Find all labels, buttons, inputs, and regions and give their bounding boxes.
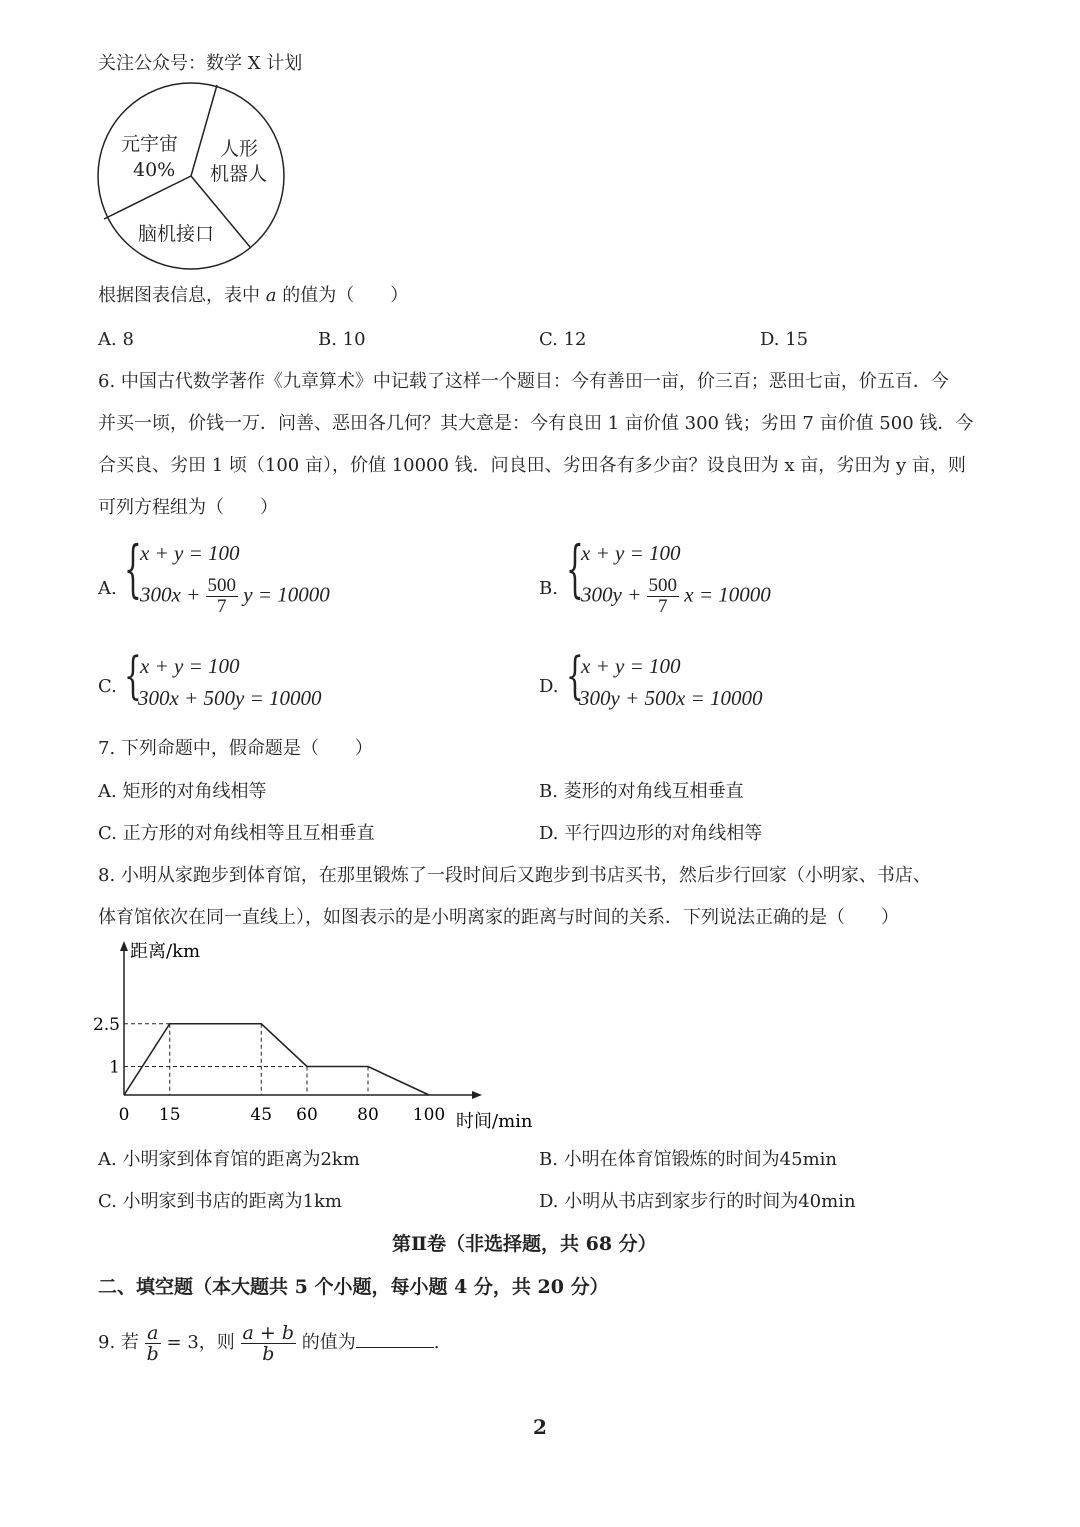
q6-c-eq1: x + y = 100 (140, 654, 240, 678)
y-axis-arrow (120, 941, 128, 951)
x-tick-0: 0 (118, 1105, 130, 1125)
q6-b-eq2-left: 300y + (581, 582, 642, 607)
q9-f1-num: a (145, 1323, 161, 1344)
q9-fraction-1 (145, 1323, 161, 1364)
q7-option-c: C. 正方形的对角线相等且互相垂直 (98, 823, 375, 844)
q6-line-4: 可列方程组为（ ） (98, 497, 278, 518)
pie-label-metaverse-pct: 40% (133, 159, 176, 181)
q6-label-d: D. (539, 676, 559, 697)
y-tick-1: 1 (109, 1057, 120, 1078)
q8-line-1: 8. 小明从家跑步到体育馆，在那里锻炼了一段时间后又跑步到书店买书，然后步行回家（小明家、书店、 (98, 865, 931, 886)
q8-option-d: D. 小明从书店到家步行的时间为40min (539, 1191, 856, 1212)
q9-eq: = 3，则 (166, 1332, 235, 1353)
q7-option-a: A. 矩形的对角线相等 (98, 781, 267, 802)
q9-fraction-2 (241, 1323, 297, 1364)
q6-brace-a: { (124, 532, 142, 605)
q7-stem: 7. 下列命题中，假命题是（ ） (98, 738, 373, 759)
q6-d-eq2: 300y + 500x = 10000 (579, 686, 763, 710)
q6-d-eq1: x + y = 100 (581, 654, 681, 678)
x-tick-100: 100 (412, 1105, 446, 1125)
q6-a-eq1: x + y = 100 (140, 541, 240, 565)
q5-var: a (265, 285, 277, 306)
q6-a-eq2-left: 300x + (140, 582, 201, 607)
pie-label-bci: 脑机接口 (138, 223, 215, 245)
q6-label-b: B. (539, 578, 558, 599)
q9-f1-den: b (146, 1342, 159, 1365)
q6-a-fraction (206, 576, 239, 617)
q6-b-eq2-right: x = 10000 (684, 582, 771, 607)
q6-a-eq2 (140, 576, 330, 617)
q6-b-frac-den: 7 (658, 596, 668, 617)
q6-line-2: 并买一顷，价钱一万．问善、恶田各几何？其大意是：今有良田 1 亩价值 300 钱；劣田 7 亩价值 500 钱．今 (98, 413, 974, 434)
q6-label-a: A. (98, 578, 117, 599)
y-axis-label: 距离/km (130, 941, 201, 962)
q6-label-c: C. (98, 676, 117, 697)
q6-brace-d: { (566, 645, 584, 705)
q6-b-fraction (647, 576, 680, 617)
fill-in-section-title: 二、填空题（本大题共 5 个小题，每小题 4 分，共 20 分） (98, 1276, 609, 1298)
x-tick-45: 45 (250, 1105, 273, 1125)
x-axis-arrow (472, 1091, 482, 1099)
q6-a-frac-den: 7 (217, 596, 227, 617)
pie-label-robot-2: 机器人 (210, 163, 268, 185)
q6-brace-b: { (566, 532, 584, 605)
q8-line-2: 体育馆依次在同一直线上），如图表示的是小明离家的距离与时间的关系．下列说法正确的是（ ） (98, 907, 899, 928)
y-tick-2.5: 2.5 (92, 1014, 120, 1035)
q9-suffix: 的值为 (301, 1332, 356, 1353)
q6-b-eq2 (581, 576, 771, 617)
q5-option-d: D. 15 (760, 329, 809, 350)
q5-stem-tail: 的值为（ ） (282, 285, 409, 306)
q6-a-eq2-right: y = 10000 (243, 582, 330, 607)
q6-b-frac-num: 500 (648, 575, 677, 596)
q9-f2-den: b (262, 1342, 275, 1365)
follow-text: 关注公众号：数学 X 计划 (98, 53, 303, 74)
q5-option-c: C. 12 (539, 329, 587, 350)
x-tick-60: 60 (296, 1105, 318, 1125)
q9-answer-blank[interactable] (356, 1329, 434, 1348)
q5-option-a: A. 8 (98, 329, 134, 350)
q5-stem (98, 283, 408, 309)
q8-option-c: C. 小明家到书店的距离为1km (98, 1191, 343, 1212)
q7-option-b: B. 菱形的对角线互相垂直 (539, 781, 744, 802)
q6-line-1: 6. 中国古代数学著作《九章算术》中记载了这样一个题目：今有善田一亩，价三百；恶田七亩，价五百．今 (98, 371, 949, 392)
q9-f2-num: a + b (242, 1321, 295, 1344)
pie-label-metaverse: 元宇宙 (121, 133, 179, 155)
q9-prefix: 9. 若 (98, 1332, 139, 1353)
q6-brace-c: { (124, 645, 142, 705)
q8-option-a: A. 小明家到体育馆的距离为2km (98, 1149, 360, 1170)
page-number: 2 (533, 1415, 547, 1439)
section-2-title: 第Ⅱ卷（非选择题，共 68 分） (392, 1233, 657, 1255)
q6-line-3: 合买良、劣田 1 顷（100 亩），价值 10000 钱．问良田、劣田各有多少亩？设良田为 x 亩，劣田为 y 亩，则 (98, 455, 966, 476)
x-tick-15: 15 (158, 1105, 181, 1125)
q8-option-b: B. 小明在体育馆锻炼的时间为45min (539, 1149, 837, 1170)
q7-option-d: D. 平行四边形的对角线相等 (539, 823, 763, 844)
q5-stem-text: 根据图表信息，表中 (98, 285, 260, 306)
q9-end: . (433, 1332, 440, 1353)
q5-option-b: B. 10 (318, 329, 366, 350)
q6-c-eq2: 300x + 500y = 10000 (138, 686, 322, 710)
pie-label-robot-1: 人形 (220, 138, 259, 160)
x-tick-80: 80 (357, 1105, 379, 1125)
distance-time-chart (90, 935, 550, 1135)
q6-a-frac-num: 500 (207, 575, 236, 596)
x-axis-label: 时间/min (456, 1111, 533, 1132)
q9-line (98, 1318, 440, 1368)
q6-b-eq1: x + y = 100 (581, 541, 681, 565)
